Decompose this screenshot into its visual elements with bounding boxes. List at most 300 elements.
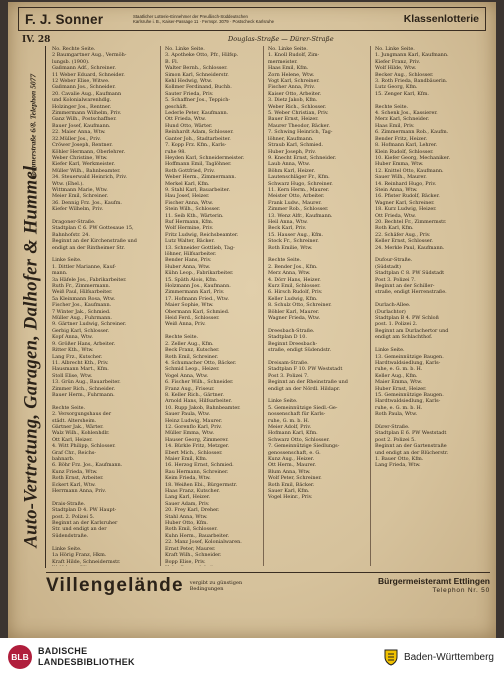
directory-line: 13. Schneider Gottlieb, Tag- bbox=[165, 244, 235, 251]
directory-line: Drais-Straße. bbox=[52, 500, 86, 507]
vertical-ad-sub: Sommerstraße 6/8. Telephon 5077 bbox=[28, 73, 38, 180]
directory-line: mann. bbox=[52, 270, 68, 277]
directory-line: Vogel Heinr., Priv. bbox=[268, 494, 313, 501]
directory-line: No. Linke Seite. bbox=[165, 46, 205, 52]
directory-line: 34. Steuerwald Heinrich, Priv. bbox=[52, 174, 127, 181]
directory-line: Roth Karl, Kfm. bbox=[375, 225, 414, 232]
directory-line: Roth Emilie, Wtw. bbox=[268, 244, 313, 251]
directory-line: 8. Schulz Otto, Schreiner. bbox=[268, 302, 332, 309]
directory-line: No. Linke Seite. bbox=[268, 46, 308, 52]
directory-line: Hauser Georg, Zimmerer. bbox=[165, 436, 229, 443]
header-subtext: Staatlicher Lotterie-Einnehmer der Preußisch-Süddeutschen Karlsruhe i. B., Kaiser-Passage 11 · Fernspr. 3079 · Postscheck Karlsruhe bbox=[133, 14, 275, 24]
directory-line: Heil Anna, Wtw. bbox=[268, 218, 308, 225]
directory-line: Huber Ernst, Heizer. bbox=[375, 385, 427, 392]
directory-line: Stein Anna, Wtw. bbox=[375, 186, 418, 193]
directory-line: endigt am Schlachthof. bbox=[375, 334, 433, 341]
directory-line: Gärtner Jak., Wärter. bbox=[52, 423, 104, 430]
directory-line: Weber Christine, Wtw. bbox=[52, 154, 108, 161]
directory-line: Arnold Hans, Hilfsarbeiter. bbox=[165, 398, 232, 405]
directory-line: ruhe, e. G. m. b. H. bbox=[375, 366, 423, 373]
directory-line: Maier Emil, Kfm. bbox=[165, 456, 208, 462]
directory-line: Maier Sophie, Wtw. bbox=[165, 302, 214, 309]
directory-line: endigt an der Nördl. Hildapr. bbox=[268, 385, 341, 392]
directory-line: Straub Karl, Schmied. bbox=[268, 142, 324, 149]
directory-line: Dürer-Straße. bbox=[375, 423, 410, 430]
directory-line: 11. Albrecht Kth., Priv. bbox=[52, 359, 109, 366]
footer-phone: Telephon Nr. 50 bbox=[432, 586, 490, 594]
directory-line: Franz Aug., Friseur. bbox=[165, 385, 215, 392]
directory-line: bahnarb. bbox=[52, 456, 75, 462]
directory-line: Walz Wilh., Kohlenhdlr. bbox=[52, 430, 110, 437]
directory-line: Dreisam-Straße. bbox=[268, 359, 309, 366]
directory-line: Rechte Seite. bbox=[268, 257, 302, 264]
directory-line: 10. Rupp Jakob, Bahnbeamter. bbox=[165, 404, 241, 411]
directory-line: Bopp Elise, Priv. bbox=[165, 558, 206, 565]
directory-line: 8. Hofmann Karl, Lehrer. bbox=[375, 142, 438, 149]
directory-line: und endigt an der Blücherstr. bbox=[375, 449, 449, 456]
directory-line: Post 3. Polizei 7. bbox=[268, 372, 309, 379]
directory-line: 14. Reinhard Hugo, Priv. bbox=[375, 180, 437, 187]
directory-line: Roth Ernst, Arbeiter. bbox=[52, 475, 104, 482]
directory-line: Gaßmann Jos., Schneider. bbox=[52, 84, 116, 91]
directory-line: Haas Franz, Kutscher. bbox=[165, 488, 220, 495]
directory-line: 5. Weber Christian, Priv. bbox=[268, 110, 329, 117]
directory-line: ruhe, e. G. m. b. H. bbox=[375, 404, 423, 411]
directory-line: 15. Späth Alois, Kfm. bbox=[165, 276, 218, 283]
directory-line: Vogt Karl, Schreiner. bbox=[268, 78, 320, 85]
directory-line: Hardtwaldsiedlung, Karls- bbox=[375, 398, 441, 405]
directory-line: städt. Altersheim. bbox=[52, 417, 97, 424]
directory-line: Haas Emil, Kfm. bbox=[268, 65, 309, 72]
directory-line: Holzmann Jos., Kaufmann. bbox=[165, 283, 231, 290]
directory-line: Wolf Peter, Schreiner. bbox=[268, 475, 322, 482]
directory-line: 24. Merkle Paul, Kaufmann. bbox=[375, 244, 445, 251]
directory-line: Huber Emma, Wtw. bbox=[375, 161, 424, 168]
directory-line: Böhm Karl, Heizer. bbox=[268, 167, 316, 174]
directory-line: Weber Herm., Zimmermann. bbox=[165, 174, 237, 181]
directory-line: Keller Ludwig, Kfm. bbox=[268, 295, 318, 302]
directory-line: 9. Größer Hans, Arbeiter. bbox=[52, 340, 116, 347]
directory-line: Wolf Hermine, Priv. bbox=[165, 225, 214, 232]
directory-line: Bauer Herm., Fuhrmann. bbox=[52, 391, 115, 398]
directory-line: 11. Seib Kth., Wärterin. bbox=[165, 212, 224, 219]
running-head: Douglas-Straße — Dürer-Straße bbox=[228, 35, 334, 43]
directory-line: 12 Weber Elise, Witwe. bbox=[52, 78, 110, 85]
directory-line: Kehl Hedwig, Wtw. bbox=[165, 78, 213, 85]
directory-line: Rechte Seite. bbox=[52, 404, 86, 411]
directory-line: 7. Kopp Frz. Kfm., Karls- bbox=[165, 142, 227, 149]
directory-line: post. 1. Polizei 2. bbox=[375, 321, 418, 328]
directory-line bbox=[52, 565, 156, 566]
directory-line: Bender Hans, Priv. bbox=[165, 257, 212, 264]
lottery-title: Klassenlotterie bbox=[403, 13, 479, 25]
directory-line: Rau Hermann, Schreiner. bbox=[165, 468, 229, 475]
directory-line: Beginnt an der Gartenstraße bbox=[375, 443, 447, 450]
directory-line: 9. Gärtner Ludwig, Schreiner. bbox=[52, 321, 127, 328]
directory-line: Dragoner-Straße. bbox=[52, 218, 96, 225]
directory-line: 3. Roth Frieda, Bandbäuerin. bbox=[375, 78, 448, 85]
directory-line: 3a Häfele Jos., Fabrikarbeiter. bbox=[52, 276, 127, 283]
directory-line: Schmid Leop., Heizer. bbox=[165, 366, 220, 373]
directory-line: 4. Dörr Hans, Heizer. bbox=[268, 276, 321, 283]
directory-line: 1a Hörig Franz, Hkm. bbox=[52, 552, 107, 559]
directory-line: Schwarz Otto, Schlosser. bbox=[268, 436, 330, 443]
directory-line: 2. Bender Jos., Kfm. bbox=[268, 263, 318, 270]
footer-advertisement bbox=[46, 572, 490, 598]
directory-line: Simon Karl, Schneiderstr. bbox=[165, 71, 229, 78]
directory-line: Roth Emil, Schreiner. bbox=[165, 353, 219, 360]
directory-line: Meier Adolf, Priv. bbox=[268, 423, 312, 430]
directory-line: 36. Dennig Frz. Jos., Kaufm. bbox=[52, 199, 122, 206]
directory-line: Bender Fritz, Heizer. bbox=[375, 135, 428, 142]
directory-line: Kiefer Wilhelm, Priv. bbox=[52, 206, 104, 213]
directory-line: Ganter Joh., Stadtarbeiter. bbox=[165, 135, 231, 142]
directory-line: endigt an der Rintheimer Str. bbox=[52, 244, 125, 251]
directory-line: Weiß Paul, Hilfsarbeiter. bbox=[52, 289, 113, 296]
directory-line: 13. Grün Aug., Bauarbeiter. bbox=[52, 379, 121, 386]
directory-line: 13. Gemeinnützige Baugen. bbox=[375, 353, 444, 360]
directory-line: Südendstraße. bbox=[52, 532, 89, 539]
directory-line: Herrmann Anna, Priv. bbox=[52, 488, 107, 495]
directory-line: B. Fl. bbox=[165, 58, 179, 65]
directory-line: Maurer Theodor, Bäcker. bbox=[268, 122, 330, 129]
directory-line: Beginnt am Durlachertor und bbox=[375, 327, 449, 334]
directory-line: Schwarz Hugo, Schreiner. bbox=[268, 180, 333, 187]
directory-line: 7. Schwing Heinrich, Tag- bbox=[268, 129, 333, 136]
directory-line: Meier Emil, Schreiner. bbox=[52, 193, 109, 200]
library-footer-bar bbox=[0, 638, 504, 676]
library-name: BADISCHE LANDESBIBLIOTHEK bbox=[38, 646, 135, 667]
directory-column-3 bbox=[263, 46, 367, 566]
directory-line: Sauer Paula, Wtw. bbox=[165, 411, 211, 418]
directory-line: Ott Karl, Heizer. bbox=[52, 436, 93, 443]
directory-line: Zimmermann Karl, Priv. bbox=[165, 289, 225, 296]
directory-line: 15. Gemeinnützige Baugen. bbox=[375, 391, 444, 398]
directory-line: 4. Schumacher Otto, Bäcker. bbox=[165, 359, 237, 366]
directory-line: Fischer Anna, Wtw. bbox=[165, 199, 214, 206]
directory-line: Linke Seite. bbox=[52, 257, 82, 264]
directory-line: 12. Knittel Otto, Kaufmann. bbox=[375, 167, 444, 174]
directory-line: Heyden Karl, Schneidermeister. bbox=[165, 154, 245, 161]
directory-line: 16. Pfister Rudolf, Bäcker. bbox=[375, 193, 440, 200]
directory-line: Kühn Leop., Fabrikarbeiter. bbox=[165, 270, 234, 277]
directory-line: Ritter Kth., Wtw. bbox=[52, 347, 94, 354]
directory-line: 22. Maier Anna, Wtw. bbox=[52, 129, 106, 136]
directory-line: 16. Herzog Ernst, Schmied. bbox=[165, 462, 234, 469]
directory-line: Stadtplan F 10. PW Weststadt bbox=[268, 366, 343, 373]
directory-line: 13. Wenz Alfr., Kaufmann. bbox=[268, 212, 333, 219]
directory-line: 3. Dietz Jakob, Kfm. bbox=[268, 97, 318, 104]
state-brand bbox=[383, 648, 494, 666]
directory-line: Wagner Karl, Schreiner. bbox=[375, 199, 435, 206]
directory-line: Heinz Ludwig, Maurer. bbox=[165, 417, 223, 424]
directory-line: Kunz Aug., Heizer. bbox=[268, 456, 315, 462]
directory-line: 2. Zeller Aug., Kfm. bbox=[165, 340, 214, 347]
directory-line: Kuhn Herm., Bauarbeiter. bbox=[165, 532, 230, 539]
footer-condition: vergibt zu günstigen Bedingungen bbox=[189, 579, 243, 592]
directory-line: Laub Anna, Wtw. bbox=[268, 161, 311, 168]
directory-line: Lutz Georg, Kfm. bbox=[375, 84, 418, 91]
directory-line: Kraft Wilh., Schneider. bbox=[165, 552, 222, 559]
directory-line: und Kolonialwarenhdlg. bbox=[52, 97, 112, 104]
directory-line: Beck Karl, Priv. bbox=[268, 225, 307, 232]
state-crest-icon bbox=[383, 648, 399, 666]
directory-line: 7. Gemeinnützige Siedlungs- bbox=[268, 443, 340, 450]
vertical-ad-main: Auto-Vertretung, Garagen, Dalhofer & Hummel bbox=[21, 165, 42, 548]
directory-line: Obermann Karl, Schmied. bbox=[165, 308, 230, 315]
scanned-page bbox=[8, 2, 496, 638]
directory-line: 4. Witt Philipp, Schlosser. bbox=[52, 443, 116, 450]
directory-line: Wittmann Marie, Wtw. bbox=[52, 186, 108, 193]
directory-line: Stadtplan D 4. PW Haupt- bbox=[52, 507, 117, 514]
directory-line: 8. Keller Rich., Gärtner. bbox=[165, 391, 224, 398]
directory-line: 18. Weißen Ebi., Bürgermstr. bbox=[165, 481, 238, 488]
directory-line: Dufour-Straße. bbox=[375, 257, 413, 264]
directory-line: 5. Schaffner Jos., Teppich- bbox=[165, 97, 231, 104]
directory-line: No. Rechte Seite. bbox=[52, 46, 96, 52]
directory-line: Rechte Seite. bbox=[375, 103, 409, 110]
directory-line: Lutz Walter, Bäcker. bbox=[165, 238, 215, 245]
directory-line: Huber Otto, Kfm. bbox=[165, 520, 208, 527]
directory-line: Kiefer Karl, Werkmeister. bbox=[52, 161, 115, 168]
directory-line: Holzinger Jos., Rentner. bbox=[52, 103, 112, 110]
directory-line: Rechte Seite. bbox=[165, 334, 199, 341]
directory-line: Ruf Hermann, Kfm. bbox=[165, 218, 214, 225]
directory-line: Fritz Ludwig, Reichsbeamter. bbox=[165, 231, 239, 238]
directory-line: 2 Baumgartner Aug., Vermöh- bbox=[52, 52, 127, 59]
footer-title: Villengelände bbox=[46, 574, 184, 596]
directory-line: Beginnt an der Kirchenstraße und bbox=[52, 238, 137, 245]
directory-line: Cröwer Joseph, Rentner. bbox=[52, 142, 113, 149]
directory-line: Sauer Karl, Kfm. bbox=[268, 488, 310, 495]
footer-mayor: Bürgermeisteramt Ettlingen Telephon Nr. 50 bbox=[252, 576, 490, 596]
directory-column-4 bbox=[370, 46, 488, 566]
directory-line: Kaiser Otto, Arbeiter. bbox=[268, 90, 322, 97]
directory-line: Ernst Peter, Maurer. bbox=[165, 545, 216, 552]
directory-line: 20. Cavalie Aug., Kaufmann bbox=[52, 90, 122, 97]
directory-line: Hofmann Karl, Kfm. bbox=[268, 430, 318, 437]
directory-line: Lang Frieda, Wtw. bbox=[375, 462, 421, 469]
directory-line: 9. Stahl Karl, Bauarbeiter. bbox=[165, 186, 231, 193]
directory-line: Keller Ernst, Schlosser. bbox=[375, 238, 433, 245]
directory-line: 22. Schäfer Aug., Priv. bbox=[375, 231, 431, 238]
directory-line: Lautenschläger Fr., Kfm. bbox=[268, 174, 330, 181]
directory-line: Zimmermann Wilhelm, Priv. bbox=[52, 110, 122, 117]
directory-line: Wagner Frieda, Wtw. bbox=[268, 315, 321, 322]
directory-line: 1. Bauer Otto, Kfm. bbox=[375, 456, 424, 462]
directory-line: Vogel Anna, Wtw. bbox=[165, 372, 209, 379]
header-advertisement bbox=[18, 7, 486, 31]
directory-line: Böhler Karl, Maurer. bbox=[268, 308, 320, 315]
directory-line: Frank Ludw., Maurer. bbox=[268, 199, 322, 206]
directory-line: 7 Winter Jak., Schmied. bbox=[52, 308, 111, 315]
directory-line: 18. Kurz Ludwig, Heizer. bbox=[375, 206, 437, 213]
directory-line: Fischer Anna, Priv. bbox=[268, 84, 315, 91]
directory-line: Dreesbach-Straße. bbox=[268, 327, 315, 334]
directory-line: 11. Kern Herm., Maurer. bbox=[268, 186, 330, 193]
directory-line: 1. Knoll Rudolf, Zim- bbox=[268, 52, 320, 59]
directory-line: Huber Anna, Wtw. bbox=[165, 263, 211, 270]
directory-line: Maier Emma, Wtw. bbox=[375, 379, 423, 386]
directory-line: Heid Ferd., Schlosser. bbox=[165, 315, 220, 322]
directory-line: Kunz Frieda, Wtw. bbox=[52, 468, 98, 475]
directory-line: 3. Apotheke Otto, Pfr., Hilfsp. bbox=[165, 52, 239, 59]
directory-line: 32.Müller Jos., Priv. bbox=[52, 135, 101, 142]
directory-line: Graf Chr., Reichs- bbox=[52, 449, 97, 456]
directory-line: Hausmann Mart., Kfm. bbox=[52, 366, 109, 373]
directory-line: geschäft. bbox=[165, 103, 188, 110]
directory-line: Lang Karl, Heizer. bbox=[165, 494, 211, 501]
directory-line: Sauer Adam, Priv. bbox=[165, 500, 210, 507]
directory-line: 6. Fischer Wilh., Schneider. bbox=[165, 379, 234, 386]
directory-line: Zimmer Rich., Schneider. bbox=[52, 385, 116, 392]
directory-line: Durlach-Allee. bbox=[375, 302, 411, 309]
directory-line: ruhe, G. m. b. H. bbox=[268, 417, 310, 424]
directory-line: Roth Emil, Schlosser. bbox=[165, 526, 218, 533]
directory-line: No. Linke Seite. bbox=[375, 46, 415, 52]
directory-line: Müller Wilh., Bahnbeamter. bbox=[52, 167, 121, 174]
directory-line: Beginnt Dreesbach- bbox=[268, 340, 318, 347]
directory-line: Stadtplan C 6. PW Gottesaue 15, bbox=[52, 225, 134, 232]
directory-line: Weber Rich., Schlosser. bbox=[268, 103, 327, 110]
directory-line: (Südstadt) bbox=[375, 263, 401, 270]
directory-line: Blum Anna, Wtw. bbox=[268, 468, 311, 475]
directory-line: Linke Seite. bbox=[52, 545, 82, 552]
directory-line: ruhe 98. bbox=[165, 148, 186, 155]
directory-line: Str. und endigt an der bbox=[52, 526, 107, 533]
page-number: IV. 28 bbox=[22, 35, 51, 45]
directory-line: 9. Knecht Ernst, Schneider. bbox=[268, 154, 337, 161]
directory-line: Bahnhofstr. 24. bbox=[52, 231, 90, 238]
directory-line: Roth Emil, Bäcker. bbox=[268, 481, 315, 488]
directory-line: Zorn Helene, Wtw. bbox=[268, 71, 315, 78]
directory-line: Kopf Anna, Wtw. bbox=[52, 334, 93, 341]
directory-line: lungsb. (1900). bbox=[52, 58, 90, 65]
directory-line: Weiß Anna, Priv. bbox=[165, 321, 206, 328]
directory-line: Kiefer Franz, Priv. bbox=[375, 58, 421, 65]
directory-line: Stoll Elise, Wtw. bbox=[52, 372, 93, 379]
directory-line: Sauter Frieda, Priv. bbox=[165, 90, 214, 97]
directory-line: Stadtplan D 10. bbox=[268, 334, 307, 341]
directory-line: 6. Hirsch Rudolf, Priv. bbox=[268, 289, 323, 296]
directory-line: 17. Hofmann Fried., Wtw. bbox=[165, 295, 229, 302]
directory-line: Walter Bernh., Schlosser. bbox=[165, 65, 228, 72]
directory-line: Gerbig Karl, Schlosser. bbox=[52, 327, 110, 334]
directory-line: löhner, Hilfsarbeiter. bbox=[165, 251, 217, 257]
vertical-advertisement bbox=[18, 46, 46, 568]
directory-line: Stock Fr., Schreiner. bbox=[268, 238, 319, 245]
directory-line: Stadtplan C 8. PW Südstadt bbox=[375, 270, 445, 277]
directory-line: Beginnt an der Schiller- bbox=[375, 283, 435, 290]
directory-line: 6. Zimmermann Rob., Kaufm. bbox=[375, 129, 449, 136]
directory-line: 6. Böhr Frz. Jos., Kaufmann. bbox=[52, 462, 123, 469]
directory-line: Köhler Hermann, Oberlehrer. bbox=[52, 148, 125, 155]
directory-line: Zimmer Rob., Schlosser. bbox=[268, 206, 329, 213]
directory-line: Stein Wilh., Schlosser. bbox=[165, 206, 221, 213]
directory-line: Beginnt an der Karlsruher bbox=[52, 520, 118, 527]
directory-line: Klein Rudolf, Schlosser. bbox=[375, 148, 434, 155]
directory-line bbox=[165, 565, 260, 566]
directory-line: 10. Kiefer Georg, Mechaniker. bbox=[375, 154, 450, 161]
directory-line: Bauer Josef, Kaufmann. bbox=[52, 122, 111, 129]
directory-line: Gaßmann Adf., Schreiner. bbox=[52, 65, 116, 72]
directory-line: 1. Dittler Marianne, Kauf- bbox=[52, 263, 117, 270]
directory-line: Stadtplan B 4. PW Schloß bbox=[375, 315, 439, 322]
directory-line: Kurz Emil, Schlosser. bbox=[268, 283, 321, 290]
directory-line: Haas Emil, Priv. bbox=[375, 122, 415, 129]
directory-line: 11 Weber Eduard, Schneider. bbox=[52, 71, 125, 78]
directory-column-2 bbox=[160, 46, 260, 566]
directory-line: Ebert Mich., Schlosser. bbox=[165, 449, 223, 456]
directory-line: löhner, Kaufmann. bbox=[268, 135, 314, 142]
directory-line: Hund Otto, Wärter. bbox=[165, 122, 213, 129]
directory-line: Ott Frieda, Wtw. bbox=[375, 212, 416, 219]
blb-logo-icon: BLB bbox=[8, 645, 32, 669]
directory-line: post 2. Polizei 5. bbox=[375, 436, 416, 443]
directory-line: Stahl Anna, Wtw. bbox=[165, 513, 208, 520]
directory-line: genossenschaft, e. G. bbox=[268, 449, 321, 456]
directory-line: Post 3. Polizei 7. bbox=[375, 276, 416, 283]
directory-line: 22. Manz Josef, Kolonialwaren. bbox=[165, 539, 242, 546]
directory-line: Linke Seite. bbox=[268, 398, 298, 405]
directory-line: nossenschaft für Karls- bbox=[268, 411, 326, 418]
directory-line: straße, endigt Herrenstraße. bbox=[375, 289, 447, 296]
directory-line: Kollmer Ferdinand, Buchb. bbox=[165, 84, 232, 91]
directory-line: 1. Jungmann Karl, Kaufmann. bbox=[375, 52, 449, 59]
state-name: Baden-Württemberg bbox=[403, 651, 494, 663]
directory-line: Keller Aug., Kfm. bbox=[375, 372, 418, 379]
directory-line: Fischer Jos., Kaufmann. bbox=[52, 302, 112, 309]
directory-column-1 bbox=[52, 46, 156, 566]
directory-line: 5. Gemeinnützige Siedl.-Ge- bbox=[268, 404, 338, 411]
directory-line: Hardtwaldsiedlung, Karls- bbox=[375, 359, 441, 366]
directory-line: 4. Schenk Jos., Kassierer. bbox=[375, 110, 438, 117]
directory-line: 20. Bechtel Fr., Zimmermstr. bbox=[375, 218, 447, 225]
directory-line: Linke Seite. bbox=[375, 347, 405, 354]
directory-line: Sauer Wilh., Maurer. bbox=[375, 174, 427, 181]
directory-line: Ruth Fr., Zimmermann. bbox=[52, 283, 111, 290]
directory-line: Merkel Karl, Kfm. bbox=[165, 180, 210, 187]
directory-line: Müller Aug., Fuhrmann. bbox=[52, 315, 112, 322]
directory-line: straße, endigt Südendstr. bbox=[268, 347, 332, 354]
bank-name: F. J. Sonner bbox=[25, 11, 104, 27]
directory-line: Müller Emma, Wtw. bbox=[165, 430, 215, 437]
directory-line: Lang Frz., Kutscher. bbox=[52, 353, 103, 360]
directory-line: Ott Frieda, Wtw. bbox=[165, 116, 206, 123]
directory-line: (Durlachtor) bbox=[375, 308, 406, 315]
directory-line: Hoffmann Emil, Taglöhner. bbox=[165, 161, 232, 168]
directory-line: 14. Bürkle Fritz, Metzger. bbox=[165, 443, 230, 450]
directory-line: Merz Karl, Schneider. bbox=[375, 116, 430, 123]
directory-line: Wtw. (Ehel.). bbox=[52, 180, 84, 187]
directory-line: Ganz Wilh., Postschaffner. bbox=[52, 116, 117, 123]
directory-line: Reinhardt Adam, Schlosser. bbox=[165, 129, 234, 136]
directory-line: 5a Kleinmann Rosa, Wtw. bbox=[52, 295, 116, 302]
directory-line: Huber Joseph, Priv. bbox=[268, 148, 316, 155]
directory-line: Eckert Karl, Wtw. bbox=[52, 481, 96, 488]
directory-line: Wolf Hilde, Wtw. bbox=[375, 65, 417, 72]
directory-line: mermeister. bbox=[268, 58, 298, 65]
directory-line: Ott Herm., Maurer. bbox=[268, 462, 316, 469]
directory-line: Becker Aug., Schlosser. bbox=[375, 71, 434, 78]
directory-line: Stadtplan E 6. PW Weststadt bbox=[375, 430, 447, 437]
directory-line: Merz Anna, Wtw. bbox=[268, 270, 311, 277]
directory-line: 2. Versorgungshaus der bbox=[52, 411, 112, 418]
directory-line: 15. Zenger Karl, Kfm. bbox=[375, 90, 429, 97]
directory-line: 20. Frey Karl, Dreher. bbox=[165, 507, 220, 514]
directory-line: Lederle Peter, Kaufmann. bbox=[165, 110, 229, 117]
directory-line: post. 2. Polizei 5. bbox=[52, 513, 95, 520]
